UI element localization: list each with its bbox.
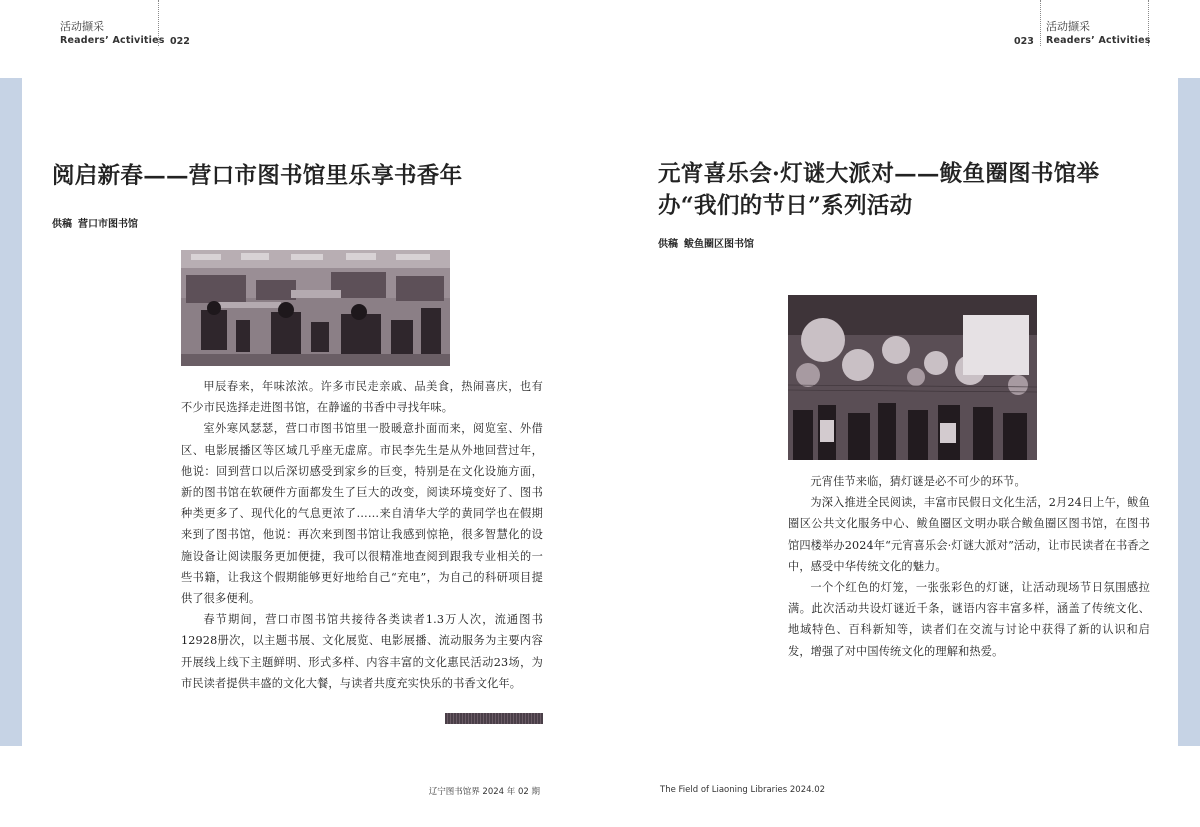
photo-illustration — [788, 295, 1037, 460]
left-article-byline — [52, 215, 138, 230]
right-margin-band — [1178, 78, 1200, 746]
left-page-number-wrap — [170, 20, 190, 47]
byline-source: 鲅鱼圈区图书馆 — [684, 239, 754, 250]
page-number: 022 — [170, 36, 190, 47]
paragraph: 室外寒风瑟瑟，营口市图书馆里一股暖意扑面而来，阅览室、外借区、电影展播区等区域几乎座无虚席。市民李先生是从外地回营过年，他说：回到营口以后深切感受到家乡的巨变，特别是在文化设施方面，新的图书馆在软硬件方面都发生了巨大的改变，阅读环境变好了、图书种类更多了、现代化的气息更浓了……来自清华大学的黄同学也在假期来到了图书馆，他说：再次来到图书馆让我感到惊艳，很多智慧化的设施设备让阅读服务更加便捷，我可以很精准地查阅到跟我专业相关的一些书籍，让我这个假期能够更好地给自己“充电”，为自己的科研项目提供了很多便利。 — [181, 422, 543, 606]
article-end-mark — [445, 713, 543, 724]
right-page-number-wrap — [1014, 20, 1034, 47]
page-number: 023 — [1014, 36, 1034, 47]
column-name-cn: 活动撷采 — [60, 20, 104, 33]
byline-source: 营口市图书馆 — [78, 219, 138, 230]
paragraph: 一个个红色的灯笼，一张张彩色的灯谜，让活动现场节日氛围感拉满。此次活动共设灯谜近千条，谜语内容丰富多样，涵盖了传统文化、地域特色、百科新知等，读者们在交流与讨论中获得了新的认识和启发，增强了对中国传统文化的理解和热爱。 — [788, 581, 1150, 658]
byline-label: 供稿 — [658, 239, 678, 250]
column-name-cn: 活动撷采 — [1046, 20, 1090, 33]
left-margin-band — [0, 78, 22, 746]
lantern-riddle-event-photo — [788, 295, 1037, 460]
right-article-byline — [658, 235, 754, 250]
library-reading-room-photo — [181, 250, 450, 366]
paragraph: 为深入推进全民阅读，丰富市民假日文化生活，2月24日上午，鲅鱼圈区公共文化服务中心、鲅鱼圈区文明办联合鲅鱼圈区图书馆，在图书馆四楼举办2024年“元宵喜乐会·灯谜大派对”活动，让市民读者在书香之中，感受中华传统文化的魅力。 — [788, 496, 1150, 573]
paragraph: 甲辰春来，年味浓浓。许多市民走亲戚、品美食，热闹喜庆，也有不少市民选择走进图书馆，在静谧的书香中寻找年味。 — [181, 380, 543, 415]
header-divider — [1040, 0, 1041, 46]
left-article-title: 阅启新春——营口市图书馆里乐享书香年 — [52, 163, 463, 189]
byline-label: 供稿 — [52, 219, 72, 230]
right-page-header — [1046, 20, 1151, 48]
paragraph: 元宵佳节来临，猜灯谜是必不可少的环节。 — [810, 475, 1026, 488]
left-article-body — [181, 376, 543, 694]
right-article-body — [788, 471, 1150, 662]
footer-right: The Field of Liaoning Libraries 2024.02 — [660, 785, 826, 795]
right-article-title: 元宵喜乐会·灯谜大派对——鲅鱼圈图书馆举办“我们的节日”系列活动 — [658, 161, 1100, 219]
photo-illustration — [181, 250, 450, 366]
footer-left: 辽宁图书馆界 2024 年 02 期 — [428, 787, 540, 797]
paragraph: 春节期间，营口市图书馆共接待各类读者1.3万人次，流通图书12928册次，以主题书展、文化展览、电影展播、流动服务为主要内容开展线上线下主题鲜明、形式多样、内容丰富的文化惠民活动23场，为市民读者提供丰盛的文化大餐，与读者共度充实快乐的书香文化年。 — [181, 613, 543, 690]
column-name-en: Readers’ Activities — [60, 35, 165, 46]
left-page-header — [60, 20, 165, 48]
column-name-en: Readers’ Activities — [1046, 35, 1151, 46]
